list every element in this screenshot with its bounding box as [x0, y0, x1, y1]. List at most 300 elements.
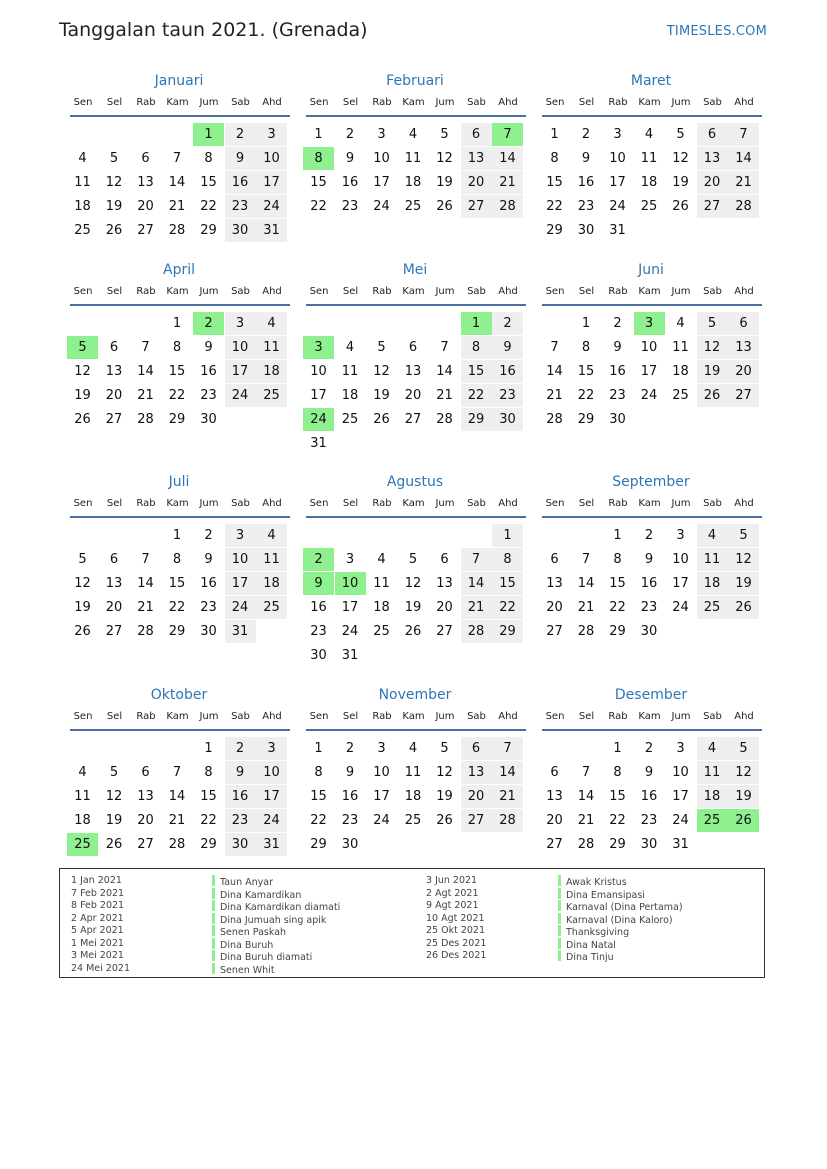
day-cell: 27: [105, 412, 123, 427]
day-cell: 3: [377, 741, 386, 756]
day-cell: 10: [225, 336, 256, 359]
holiday-color-marker: [212, 938, 215, 949]
day-cell: 18: [256, 360, 287, 383]
day-cell: 8: [492, 548, 523, 571]
day-cell: 11: [256, 548, 287, 571]
legend-holiday: [558, 900, 683, 913]
legend-holiday-name: Thanksgiving: [566, 927, 630, 938]
holiday-color-marker: [558, 938, 561, 949]
day-cell: 22: [546, 199, 563, 214]
day-cell: 5: [440, 127, 449, 142]
day-cell: 30: [492, 408, 523, 431]
day-cell: 19: [105, 813, 123, 828]
legend-holiday-name: Karnaval (Dina Kaloro): [566, 914, 673, 926]
weekday-header: Rab: [136, 286, 156, 297]
day-cell: 5: [728, 524, 759, 547]
weekday-header: Sab: [703, 498, 722, 509]
month-header-rule: [70, 516, 290, 518]
day-cell: 20: [461, 785, 492, 808]
day-cell: 3: [345, 552, 355, 567]
day-cell: 24: [609, 199, 626, 214]
day-cell: 13: [461, 761, 492, 784]
weekday-header: Ahd: [262, 498, 282, 509]
day-cell: 17: [373, 175, 390, 190]
day-cell: 16: [640, 576, 658, 591]
day-cell: 23: [341, 199, 359, 214]
weekday-header: Sel: [342, 97, 359, 108]
day-cell: 4: [377, 552, 386, 567]
day-cell: 28: [577, 624, 595, 639]
day-cell: 18: [74, 199, 91, 214]
day-cell: 24: [225, 596, 256, 619]
day-cell: 9: [345, 151, 355, 166]
day-cell: 19: [404, 600, 422, 615]
day-cell: 22: [310, 813, 327, 828]
day-cell: 10: [225, 548, 256, 571]
day-cell: 7: [461, 548, 492, 571]
day-cell: 16: [225, 785, 256, 808]
day-cell: 15: [168, 364, 186, 379]
weekday-header: Sab: [703, 286, 722, 297]
day-cell: 3: [225, 312, 256, 335]
day-cell: 29: [310, 837, 327, 852]
weekday-header: Ahd: [262, 286, 282, 297]
day-cell: 1: [613, 741, 622, 756]
day-cell: 22: [200, 199, 217, 214]
weekday-header: Ahd: [262, 711, 282, 722]
weekday-header: Jum: [671, 286, 691, 297]
day-cell: 31: [310, 436, 327, 451]
day-cell: 20: [105, 600, 123, 615]
day-cell: 16: [640, 789, 658, 804]
month-header-rule: [70, 304, 290, 306]
day-cell: 7: [492, 123, 523, 146]
month-name: Desember: [614, 687, 688, 703]
month-name: September: [612, 474, 690, 490]
day-cell: 24: [373, 813, 390, 828]
month-name: Agustus: [386, 474, 444, 490]
day-cell: 16: [200, 576, 217, 591]
day-cell: 26: [728, 596, 759, 619]
day-cell: 4: [676, 316, 685, 331]
legend-holiday-name: Dina Tinju: [566, 952, 614, 963]
day-cell: 8: [581, 340, 591, 355]
legend-holiday: [212, 963, 340, 976]
day-cell: 9: [644, 552, 654, 567]
day-cell: 22: [168, 388, 186, 403]
weekday-header: Sen: [545, 97, 565, 108]
legend-holiday: [558, 950, 683, 963]
legend-date: 1 Mei 2021: [71, 937, 124, 949]
day-cell: 26: [672, 199, 689, 214]
weekday-header: Sen: [309, 97, 329, 108]
day-cell: 14: [168, 175, 186, 190]
day-cell: 26: [74, 624, 91, 639]
day-cell: 13: [137, 789, 154, 804]
day-cell: 21: [168, 199, 186, 214]
day-cell: 5: [408, 552, 418, 567]
weekday-header: Sen: [545, 498, 565, 509]
day-cell: 12: [404, 576, 422, 591]
weekday-header: Rab: [372, 711, 392, 722]
day-cell: 18: [697, 572, 728, 595]
day-cell: 30: [310, 648, 327, 663]
legend-date: 26 Des 2021: [426, 950, 487, 961]
weekday-header: Sel: [106, 97, 123, 108]
day-cell: 13: [137, 175, 154, 190]
weekday-header: Ahd: [498, 498, 518, 509]
weekday-header: Rab: [136, 498, 156, 509]
day-cell: 14: [461, 572, 492, 595]
weekday-header: Jum: [199, 711, 219, 722]
day-cell: 18: [697, 785, 728, 808]
day-cell: 20: [728, 360, 759, 383]
day-cell: 20: [436, 600, 453, 615]
day-cell: 17: [672, 576, 689, 591]
day-cell: 27: [546, 837, 563, 852]
holiday-color-marker: [212, 963, 215, 974]
legend-date: 25 Okt 2021: [426, 925, 486, 936]
weekday-header: Jum: [435, 286, 455, 297]
holiday-color-marker: [558, 875, 561, 886]
legend-holiday: [558, 913, 683, 926]
legend-holiday-name: Dina Natal: [566, 939, 616, 951]
weekday-header: Sab: [231, 286, 250, 297]
day-cell: 4: [78, 151, 87, 166]
day-cell: 2: [581, 127, 591, 142]
day-cell: 15: [200, 175, 217, 190]
day-cell: 30: [609, 412, 626, 427]
day-cell: 7: [581, 765, 591, 780]
day-cell: 24: [225, 384, 256, 407]
day-cell: 8: [314, 765, 323, 780]
day-cell: 25: [404, 199, 422, 214]
month-name: Mei: [402, 262, 428, 278]
legend-date: 9 Agt 2021: [426, 900, 479, 911]
day-cell: 6: [109, 340, 119, 355]
day-cell: 28: [546, 412, 563, 427]
day-cell: 4: [78, 765, 87, 780]
day-cell: 2: [303, 548, 334, 571]
day-cell: 7: [581, 552, 591, 567]
legend-holiday-name: Senen Whit: [220, 964, 275, 976]
legend-dates-right: [426, 875, 486, 963]
day-cell: 15: [200, 789, 217, 804]
legend-holiday: [212, 875, 340, 888]
day-cell: 28: [168, 837, 186, 852]
weekday-header: Jum: [199, 97, 219, 108]
day-cell: 10: [373, 765, 390, 780]
day-cell: 12: [74, 364, 91, 379]
day-cell: 16: [341, 789, 359, 804]
weekday-header: Sab: [231, 97, 250, 108]
weekday-header: Ahd: [734, 711, 754, 722]
weekday-header: Sab: [703, 711, 722, 722]
site-link[interactable]: TIMESLES.COM: [666, 24, 767, 39]
day-cell: 6: [109, 552, 119, 567]
legend-holiday: [558, 888, 683, 901]
day-cell: 15: [609, 789, 626, 804]
day-cell: 12: [728, 761, 759, 784]
day-cell: 31: [225, 620, 256, 643]
day-cell: 2: [644, 741, 654, 756]
weekday-header: Sab: [467, 97, 486, 108]
day-cell: 28: [492, 809, 523, 832]
day-cell: 12: [436, 151, 453, 166]
holiday-color-marker: [212, 900, 215, 911]
legend-holiday: [212, 913, 340, 926]
day-cell: 26: [404, 624, 422, 639]
day-cell: 25: [373, 624, 390, 639]
day-cell: 23: [640, 600, 658, 615]
day-cell: 14: [577, 789, 595, 804]
day-cell: 29: [200, 837, 217, 852]
weekday-header: Jum: [199, 498, 219, 509]
weekday-header: Kam: [638, 711, 661, 722]
day-cell: 13: [728, 336, 759, 359]
day-cell: 3: [377, 127, 386, 142]
month-header-rule: [306, 729, 526, 731]
day-cell: 27: [461, 195, 492, 218]
day-cell: 5: [78, 552, 87, 567]
day-cell: 8: [172, 340, 182, 355]
day-cell: 1: [461, 312, 492, 335]
weekday-header: Ahd: [262, 97, 282, 108]
weekday-header: Sab: [467, 286, 486, 297]
day-cell: 27: [137, 223, 154, 238]
day-cell: 1: [550, 127, 559, 142]
day-cell: 23: [609, 388, 626, 403]
day-cell: 6: [728, 312, 759, 335]
legend-date: 25 Des 2021: [426, 937, 487, 949]
day-cell: 19: [105, 199, 123, 214]
weekday-header: Jum: [671, 97, 691, 108]
day-cell: 29: [200, 223, 217, 238]
day-cell: 17: [310, 388, 327, 403]
day-cell: 15: [546, 175, 563, 190]
day-cell: 8: [172, 552, 182, 567]
day-cell: 21: [728, 171, 759, 194]
day-cell: 4: [345, 340, 355, 355]
day-cell: 4: [408, 127, 418, 142]
legend-date: 3 Mei 2021: [71, 950, 124, 961]
day-cell: 11: [74, 175, 91, 190]
day-cell: 23: [200, 388, 217, 403]
holiday-color-marker: [558, 925, 561, 936]
day-cell: 20: [137, 199, 154, 214]
day-cell: 11: [697, 548, 728, 571]
day-cell: 22: [609, 813, 626, 828]
day-cell: 18: [404, 789, 422, 804]
day-cell: 2: [225, 123, 256, 146]
day-cell: 11: [74, 789, 91, 804]
weekday-header: Sel: [106, 711, 123, 722]
weekday-header: Rab: [136, 711, 156, 722]
day-cell: 21: [577, 600, 595, 615]
day-cell: 6: [461, 123, 492, 146]
day-cell: 27: [697, 195, 728, 218]
day-cell: 8: [613, 552, 622, 567]
day-cell: 28: [436, 412, 453, 427]
day-cell: 12: [728, 548, 759, 571]
day-cell: 15: [577, 364, 595, 379]
day-cell: 5: [728, 737, 759, 760]
page-title: Tanggalan taun 2021. (Grenada): [59, 19, 368, 41]
day-cell: 17: [373, 789, 390, 804]
weekday-header: Sen: [73, 286, 93, 297]
weekday-header: Sel: [578, 97, 595, 108]
weekday-header: Sen: [73, 498, 93, 509]
weekday-header: Rab: [608, 711, 628, 722]
day-cell: 4: [408, 741, 418, 756]
day-cell: 11: [404, 151, 422, 166]
day-cell: 20: [105, 388, 123, 403]
day-cell: 3: [225, 524, 256, 547]
day-cell: 13: [436, 576, 453, 591]
weekday-header: Sab: [467, 498, 486, 509]
day-cell: 23: [640, 813, 658, 828]
holiday-color-marker: [558, 950, 561, 961]
weekday-header: Kam: [402, 498, 425, 509]
day-cell: 17: [609, 175, 626, 190]
day-cell: 19: [728, 785, 759, 808]
day-cell: 7: [141, 340, 150, 355]
weekday-header: Sen: [309, 711, 329, 722]
day-cell: 30: [225, 833, 256, 856]
day-cell: 16: [577, 175, 595, 190]
day-cell: 4: [697, 737, 728, 760]
day-cell: 26: [436, 813, 453, 828]
day-cell: 25: [697, 596, 728, 619]
day-cell: 17: [225, 360, 256, 383]
day-cell: 7: [440, 340, 449, 355]
month-header-rule: [306, 115, 526, 117]
day-cell: 30: [225, 219, 256, 242]
day-cell: 14: [728, 147, 759, 170]
day-cell: 3: [256, 737, 287, 760]
day-cell: 3: [256, 123, 287, 146]
day-cell: 16: [492, 360, 523, 383]
day-cell: 22: [609, 600, 626, 615]
day-cell: 25: [697, 809, 728, 832]
day-cell: 2: [204, 528, 213, 543]
day-cell: 17: [225, 572, 256, 595]
month-header-rule: [542, 729, 762, 731]
day-cell: 27: [105, 624, 123, 639]
legend-names-left: [212, 875, 340, 975]
day-cell: 5: [676, 127, 685, 142]
day-cell: 11: [640, 151, 658, 166]
day-cell: 8: [461, 336, 492, 359]
day-cell: 2: [492, 312, 523, 335]
weekday-header: Ahd: [734, 97, 754, 108]
day-cell: 4: [697, 524, 728, 547]
day-cell: 29: [609, 837, 626, 852]
day-cell: 5: [697, 312, 728, 335]
weekday-header: Kam: [402, 711, 425, 722]
day-cell: 31: [256, 833, 287, 856]
day-cell: 22: [200, 813, 217, 828]
day-cell: 27: [137, 837, 154, 852]
day-cell: 21: [492, 785, 523, 808]
day-cell: 16: [200, 364, 217, 379]
day-cell: 9: [644, 765, 654, 780]
day-cell: 29: [546, 223, 563, 238]
legend-date: 10 Agt 2021: [426, 912, 485, 924]
legend-holiday-name: Awak Kristus: [566, 877, 627, 888]
weekday-header: Rab: [136, 97, 156, 108]
day-cell: 24: [256, 195, 287, 218]
day-cell: 24: [303, 408, 334, 431]
day-cell: 25: [256, 596, 287, 619]
day-cell: 25: [404, 813, 422, 828]
day-cell: 1: [314, 127, 323, 142]
day-cell: 9: [204, 552, 213, 567]
day-cell: 13: [105, 364, 123, 379]
day-cell: 1: [492, 524, 523, 547]
day-cell: 19: [436, 789, 453, 804]
day-cell: 18: [404, 175, 422, 190]
month-name: Februari: [386, 73, 444, 89]
day-cell: 24: [640, 388, 658, 403]
day-cell: 26: [105, 223, 123, 238]
day-cell: 24: [373, 199, 390, 214]
day-cell: 17: [256, 785, 287, 808]
day-cell: 19: [436, 175, 453, 190]
day-cell: 13: [546, 576, 563, 591]
day-cell: 10: [373, 151, 390, 166]
day-cell: 16: [225, 171, 256, 194]
weekday-header: Sab: [703, 97, 722, 108]
day-cell: 14: [168, 789, 186, 804]
weekday-header: Ahd: [498, 97, 518, 108]
legend-holiday: [212, 888, 340, 901]
weekday-header: Sel: [578, 498, 595, 509]
day-cell: 12: [436, 765, 453, 780]
day-cell: 13: [105, 576, 123, 591]
day-cell: 27: [728, 384, 759, 407]
day-cell: 14: [492, 147, 523, 170]
day-cell: 7: [492, 737, 523, 760]
weekday-header: Jum: [199, 286, 219, 297]
day-cell: 10: [310, 364, 327, 379]
weekday-header: Sen: [309, 286, 329, 297]
day-cell: 2: [193, 312, 224, 335]
day-cell: 29: [609, 624, 626, 639]
day-cell: 21: [492, 171, 523, 194]
day-cell: 7: [728, 123, 759, 146]
legend-holiday-name: Karnaval (Dina Pertama): [566, 902, 683, 913]
day-cell: 19: [373, 388, 390, 403]
legend-date: 24 Mei 2021: [71, 962, 130, 974]
day-cell: 3: [676, 528, 685, 543]
day-cell: 2: [644, 528, 654, 543]
day-cell: 9: [345, 765, 355, 780]
day-cell: 24: [672, 813, 689, 828]
day-cell: 15: [168, 576, 186, 591]
day-cell: 14: [492, 761, 523, 784]
month-header-rule: [542, 115, 762, 117]
month-header-rule: [542, 516, 762, 518]
day-cell: 8: [204, 151, 213, 166]
day-cell: 11: [697, 761, 728, 784]
weekday-header: Rab: [372, 286, 392, 297]
legend-holiday-name: Senen Paskah: [220, 927, 287, 938]
weekday-header: Sab: [467, 711, 486, 722]
day-cell: 7: [141, 552, 150, 567]
day-cell: 9: [613, 340, 622, 355]
weekday-header: Jum: [671, 498, 691, 509]
